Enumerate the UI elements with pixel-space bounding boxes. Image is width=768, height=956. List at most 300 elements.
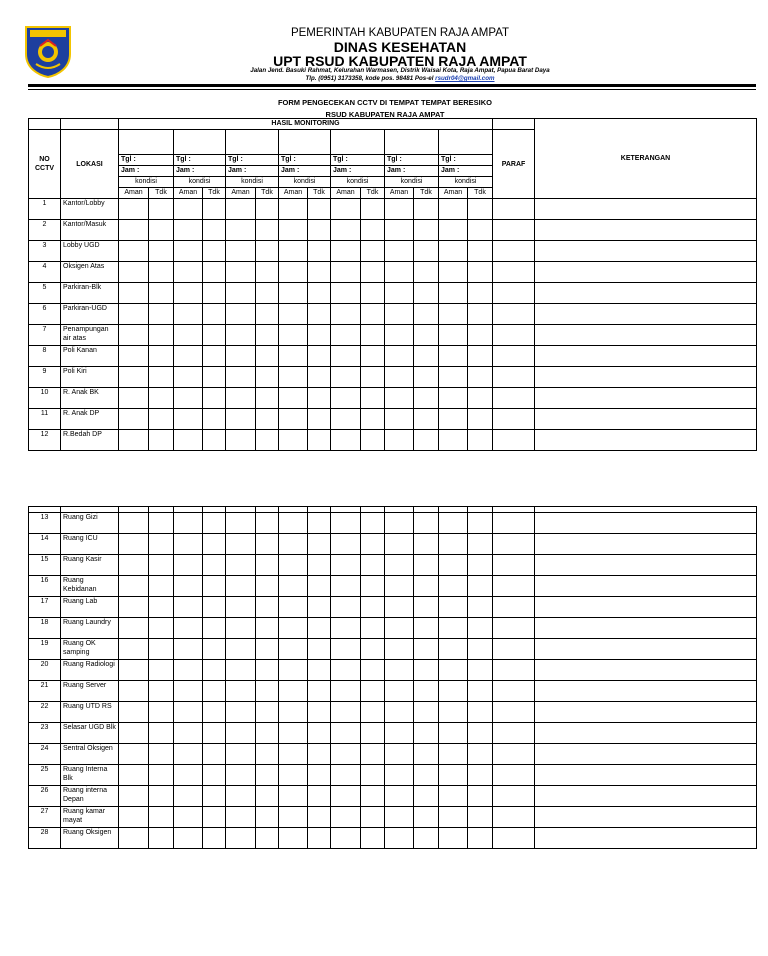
aman-check-cell[interactable] <box>331 409 361 430</box>
aman-check-cell[interactable] <box>385 513 414 534</box>
aman-check-cell[interactable] <box>119 304 149 325</box>
aman-check-cell[interactable] <box>439 262 468 283</box>
tdk-check-cell[interactable] <box>149 325 174 346</box>
tdk-check-cell[interactable] <box>361 241 385 262</box>
tdk-check-cell[interactable] <box>361 681 385 702</box>
tdk-check-cell[interactable] <box>149 765 174 786</box>
keterangan-cell[interactable] <box>535 618 757 639</box>
aman-check-cell[interactable] <box>119 807 149 828</box>
paraf-cell[interactable] <box>493 367 535 388</box>
aman-check-cell[interactable] <box>331 765 361 786</box>
tdk-check-cell[interactable] <box>468 199 493 220</box>
tdk-check-cell[interactable] <box>414 660 439 681</box>
aman-check-cell[interactable] <box>439 220 468 241</box>
aman-check-cell[interactable] <box>174 283 203 304</box>
keterangan-cell[interactable] <box>535 325 757 346</box>
aman-check-cell[interactable] <box>279 409 308 430</box>
tdk-check-cell[interactable] <box>414 283 439 304</box>
aman-check-cell[interactable] <box>385 430 414 451</box>
aman-check-cell[interactable] <box>174 555 203 576</box>
jam-field[interactable]: Jam : <box>279 166 331 177</box>
aman-check-cell[interactable] <box>331 828 361 849</box>
tdk-check-cell[interactable] <box>414 388 439 409</box>
aman-check-cell[interactable] <box>279 367 308 388</box>
tdk-check-cell[interactable] <box>414 828 439 849</box>
paraf-cell[interactable] <box>493 388 535 409</box>
tdk-check-cell[interactable] <box>308 723 331 744</box>
aman-check-cell[interactable] <box>439 660 468 681</box>
aman-check-cell[interactable] <box>331 513 361 534</box>
tdk-check-cell[interactable] <box>149 660 174 681</box>
tgl-field[interactable]: Tgl : <box>226 155 279 166</box>
aman-check-cell[interactable] <box>279 702 308 723</box>
tdk-check-cell[interactable] <box>414 304 439 325</box>
tdk-check-cell[interactable] <box>256 618 279 639</box>
tdk-check-cell[interactable] <box>414 262 439 283</box>
aman-check-cell[interactable] <box>385 367 414 388</box>
keterangan-cell[interactable] <box>535 597 757 618</box>
jam-field[interactable]: Jam : <box>174 166 226 177</box>
aman-check-cell[interactable] <box>439 639 468 660</box>
aman-check-cell[interactable] <box>119 513 149 534</box>
tdk-check-cell[interactable] <box>149 555 174 576</box>
aman-check-cell[interactable] <box>385 576 414 597</box>
aman-check-cell[interactable] <box>226 513 256 534</box>
aman-check-cell[interactable] <box>174 513 203 534</box>
tdk-check-cell[interactable] <box>414 744 439 765</box>
aman-check-cell[interactable] <box>119 367 149 388</box>
aman-check-cell[interactable] <box>119 430 149 451</box>
tdk-check-cell[interactable] <box>308 534 331 555</box>
tdk-check-cell[interactable] <box>203 765 226 786</box>
paraf-cell[interactable] <box>493 807 535 828</box>
tdk-check-cell[interactable] <box>203 304 226 325</box>
tdk-check-cell[interactable] <box>361 723 385 744</box>
aman-check-cell[interactable] <box>385 346 414 367</box>
aman-check-cell[interactable] <box>331 241 361 262</box>
keterangan-cell[interactable] <box>535 702 757 723</box>
aman-check-cell[interactable] <box>119 325 149 346</box>
aman-check-cell[interactable] <box>174 262 203 283</box>
keterangan-cell[interactable] <box>535 723 757 744</box>
aman-check-cell[interactable] <box>174 660 203 681</box>
tdk-check-cell[interactable] <box>308 367 331 388</box>
tdk-check-cell[interactable] <box>361 367 385 388</box>
keterangan-cell[interactable] <box>535 828 757 849</box>
aman-check-cell[interactable] <box>119 283 149 304</box>
aman-check-cell[interactable] <box>119 828 149 849</box>
tdk-check-cell[interactable] <box>308 639 331 660</box>
tdk-check-cell[interactable] <box>203 744 226 765</box>
keterangan-cell[interactable] <box>535 765 757 786</box>
jam-field[interactable]: Jam : <box>439 166 493 177</box>
tdk-check-cell[interactable] <box>308 241 331 262</box>
aman-check-cell[interactable] <box>385 388 414 409</box>
aman-check-cell[interactable] <box>174 534 203 555</box>
aman-check-cell[interactable] <box>174 828 203 849</box>
email-link[interactable]: rsudr04@gmail.com <box>435 75 495 82</box>
aman-check-cell[interactable] <box>439 786 468 807</box>
aman-check-cell[interactable] <box>226 241 256 262</box>
aman-check-cell[interactable] <box>439 346 468 367</box>
tdk-check-cell[interactable] <box>361 639 385 660</box>
paraf-cell[interactable] <box>493 262 535 283</box>
aman-check-cell[interactable] <box>385 325 414 346</box>
tdk-check-cell[interactable] <box>149 828 174 849</box>
tdk-check-cell[interactable] <box>203 618 226 639</box>
keterangan-cell[interactable] <box>535 220 757 241</box>
keterangan-cell[interactable] <box>535 199 757 220</box>
keterangan-cell[interactable] <box>535 262 757 283</box>
tdk-check-cell[interactable] <box>414 513 439 534</box>
tdk-check-cell[interactable] <box>149 534 174 555</box>
aman-check-cell[interactable] <box>226 828 256 849</box>
aman-check-cell[interactable] <box>174 304 203 325</box>
aman-check-cell[interactable] <box>385 786 414 807</box>
tdk-check-cell[interactable] <box>414 325 439 346</box>
aman-check-cell[interactable] <box>331 723 361 744</box>
jam-field[interactable]: Jam : <box>331 166 385 177</box>
aman-check-cell[interactable] <box>119 744 149 765</box>
aman-check-cell[interactable] <box>385 199 414 220</box>
keterangan-cell[interactable] <box>535 576 757 597</box>
tdk-check-cell[interactable] <box>361 618 385 639</box>
aman-check-cell[interactable] <box>174 744 203 765</box>
tdk-check-cell[interactable] <box>149 241 174 262</box>
aman-check-cell[interactable] <box>279 304 308 325</box>
tdk-check-cell[interactable] <box>414 220 439 241</box>
aman-check-cell[interactable] <box>279 765 308 786</box>
tdk-check-cell[interactable] <box>361 807 385 828</box>
aman-check-cell[interactable] <box>119 346 149 367</box>
aman-check-cell[interactable] <box>226 283 256 304</box>
aman-check-cell[interactable] <box>226 409 256 430</box>
aman-check-cell[interactable] <box>331 597 361 618</box>
aman-check-cell[interactable] <box>174 241 203 262</box>
tdk-check-cell[interactable] <box>203 262 226 283</box>
aman-check-cell[interactable] <box>226 388 256 409</box>
aman-check-cell[interactable] <box>226 807 256 828</box>
aman-check-cell[interactable] <box>279 828 308 849</box>
tdk-check-cell[interactable] <box>414 618 439 639</box>
tdk-check-cell[interactable] <box>468 409 493 430</box>
keterangan-cell[interactable] <box>535 513 757 534</box>
tdk-check-cell[interactable] <box>308 786 331 807</box>
tdk-check-cell[interactable] <box>361 430 385 451</box>
aman-check-cell[interactable] <box>331 199 361 220</box>
aman-check-cell[interactable] <box>439 807 468 828</box>
tdk-check-cell[interactable] <box>361 786 385 807</box>
aman-check-cell[interactable] <box>439 283 468 304</box>
aman-check-cell[interactable] <box>174 346 203 367</box>
aman-check-cell[interactable] <box>279 534 308 555</box>
aman-check-cell[interactable] <box>279 513 308 534</box>
aman-check-cell[interactable] <box>279 576 308 597</box>
aman-check-cell[interactable] <box>226 325 256 346</box>
tdk-check-cell[interactable] <box>468 555 493 576</box>
tdk-check-cell[interactable] <box>414 786 439 807</box>
tdk-check-cell[interactable] <box>256 241 279 262</box>
paraf-cell[interactable] <box>493 346 535 367</box>
aman-check-cell[interactable] <box>385 702 414 723</box>
paraf-cell[interactable] <box>493 283 535 304</box>
aman-check-cell[interactable] <box>279 618 308 639</box>
tdk-check-cell[interactable] <box>256 555 279 576</box>
paraf-cell[interactable] <box>493 534 535 555</box>
aman-check-cell[interactable] <box>385 765 414 786</box>
tdk-check-cell[interactable] <box>468 304 493 325</box>
aman-check-cell[interactable] <box>119 409 149 430</box>
aman-check-cell[interactable] <box>279 346 308 367</box>
tdk-check-cell[interactable] <box>203 367 226 388</box>
aman-check-cell[interactable] <box>439 744 468 765</box>
aman-check-cell[interactable] <box>226 576 256 597</box>
tdk-check-cell[interactable] <box>256 283 279 304</box>
tdk-check-cell[interactable] <box>256 220 279 241</box>
tdk-check-cell[interactable] <box>414 409 439 430</box>
tdk-check-cell[interactable] <box>468 744 493 765</box>
tdk-check-cell[interactable] <box>308 513 331 534</box>
keterangan-cell[interactable] <box>535 534 757 555</box>
tdk-check-cell[interactable] <box>149 304 174 325</box>
aman-check-cell[interactable] <box>279 597 308 618</box>
tdk-check-cell[interactable] <box>256 304 279 325</box>
tdk-check-cell[interactable] <box>149 513 174 534</box>
tdk-check-cell[interactable] <box>203 807 226 828</box>
keterangan-cell[interactable] <box>535 681 757 702</box>
tdk-check-cell[interactable] <box>308 346 331 367</box>
tdk-check-cell[interactable] <box>361 702 385 723</box>
tdk-check-cell[interactable] <box>203 597 226 618</box>
tgl-field[interactable]: Tgl : <box>331 155 385 166</box>
tdk-check-cell[interactable] <box>414 639 439 660</box>
aman-check-cell[interactable] <box>385 660 414 681</box>
tdk-check-cell[interactable] <box>468 325 493 346</box>
aman-check-cell[interactable] <box>439 241 468 262</box>
tdk-check-cell[interactable] <box>308 430 331 451</box>
tdk-check-cell[interactable] <box>203 241 226 262</box>
tdk-check-cell[interactable] <box>414 241 439 262</box>
paraf-cell[interactable] <box>493 576 535 597</box>
aman-check-cell[interactable] <box>174 723 203 744</box>
aman-check-cell[interactable] <box>226 346 256 367</box>
aman-check-cell[interactable] <box>119 723 149 744</box>
aman-check-cell[interactable] <box>331 639 361 660</box>
aman-check-cell[interactable] <box>331 367 361 388</box>
aman-check-cell[interactable] <box>385 807 414 828</box>
aman-check-cell[interactable] <box>385 639 414 660</box>
tdk-check-cell[interactable] <box>468 807 493 828</box>
aman-check-cell[interactable] <box>279 199 308 220</box>
aman-check-cell[interactable] <box>226 597 256 618</box>
tgl-field[interactable]: Tgl : <box>279 155 331 166</box>
tdk-check-cell[interactable] <box>414 681 439 702</box>
tdk-check-cell[interactable] <box>256 409 279 430</box>
tdk-check-cell[interactable] <box>203 576 226 597</box>
tdk-check-cell[interactable] <box>256 388 279 409</box>
tdk-check-cell[interactable] <box>361 534 385 555</box>
tdk-check-cell[interactable] <box>149 346 174 367</box>
keterangan-cell[interactable] <box>535 786 757 807</box>
aman-check-cell[interactable] <box>439 597 468 618</box>
tdk-check-cell[interactable] <box>256 765 279 786</box>
aman-check-cell[interactable] <box>226 660 256 681</box>
aman-check-cell[interactable] <box>331 618 361 639</box>
tdk-check-cell[interactable] <box>308 199 331 220</box>
aman-check-cell[interactable] <box>226 786 256 807</box>
tdk-check-cell[interactable] <box>361 513 385 534</box>
tdk-check-cell[interactable] <box>361 220 385 241</box>
aman-check-cell[interactable] <box>331 744 361 765</box>
keterangan-cell[interactable] <box>535 367 757 388</box>
aman-check-cell[interactable] <box>119 765 149 786</box>
tdk-check-cell[interactable] <box>256 744 279 765</box>
aman-check-cell[interactable] <box>119 555 149 576</box>
aman-check-cell[interactable] <box>439 430 468 451</box>
tdk-check-cell[interactable] <box>256 681 279 702</box>
aman-check-cell[interactable] <box>331 786 361 807</box>
paraf-cell[interactable] <box>493 241 535 262</box>
aman-check-cell[interactable] <box>385 220 414 241</box>
tdk-check-cell[interactable] <box>203 702 226 723</box>
aman-check-cell[interactable] <box>226 262 256 283</box>
tdk-check-cell[interactable] <box>468 765 493 786</box>
aman-check-cell[interactable] <box>119 241 149 262</box>
tdk-check-cell[interactable] <box>414 576 439 597</box>
tdk-check-cell[interactable] <box>149 786 174 807</box>
aman-check-cell[interactable] <box>174 681 203 702</box>
aman-check-cell[interactable] <box>385 828 414 849</box>
aman-check-cell[interactable] <box>331 430 361 451</box>
tdk-check-cell[interactable] <box>414 367 439 388</box>
aman-check-cell[interactable] <box>279 325 308 346</box>
tdk-check-cell[interactable] <box>308 388 331 409</box>
tdk-check-cell[interactable] <box>361 346 385 367</box>
aman-check-cell[interactable] <box>279 807 308 828</box>
keterangan-cell[interactable] <box>535 304 757 325</box>
tdk-check-cell[interactable] <box>308 220 331 241</box>
aman-check-cell[interactable] <box>279 430 308 451</box>
aman-check-cell[interactable] <box>174 409 203 430</box>
aman-check-cell[interactable] <box>331 576 361 597</box>
aman-check-cell[interactable] <box>439 534 468 555</box>
tdk-check-cell[interactable] <box>308 576 331 597</box>
aman-check-cell[interactable] <box>174 597 203 618</box>
tdk-check-cell[interactable] <box>361 283 385 304</box>
tdk-check-cell[interactable] <box>414 723 439 744</box>
tdk-check-cell[interactable] <box>203 786 226 807</box>
aman-check-cell[interactable] <box>119 786 149 807</box>
tdk-check-cell[interactable] <box>256 534 279 555</box>
tdk-check-cell[interactable] <box>308 702 331 723</box>
tdk-check-cell[interactable] <box>361 828 385 849</box>
tdk-check-cell[interactable] <box>468 388 493 409</box>
aman-check-cell[interactable] <box>439 304 468 325</box>
tdk-check-cell[interactable] <box>203 388 226 409</box>
aman-check-cell[interactable] <box>226 304 256 325</box>
tdk-check-cell[interactable] <box>256 576 279 597</box>
tdk-check-cell[interactable] <box>414 346 439 367</box>
tdk-check-cell[interactable] <box>256 660 279 681</box>
tdk-check-cell[interactable] <box>203 220 226 241</box>
keterangan-cell[interactable] <box>535 430 757 451</box>
aman-check-cell[interactable] <box>439 367 468 388</box>
aman-check-cell[interactable] <box>174 765 203 786</box>
keterangan-cell[interactable] <box>535 409 757 430</box>
tdk-check-cell[interactable] <box>149 807 174 828</box>
aman-check-cell[interactable] <box>174 639 203 660</box>
tdk-check-cell[interactable] <box>256 828 279 849</box>
aman-check-cell[interactable] <box>279 220 308 241</box>
aman-check-cell[interactable] <box>331 388 361 409</box>
tdk-check-cell[interactable] <box>308 744 331 765</box>
tdk-check-cell[interactable] <box>308 618 331 639</box>
aman-check-cell[interactable] <box>174 325 203 346</box>
aman-check-cell[interactable] <box>279 786 308 807</box>
tdk-check-cell[interactable] <box>468 828 493 849</box>
tdk-check-cell[interactable] <box>308 409 331 430</box>
tdk-check-cell[interactable] <box>203 430 226 451</box>
keterangan-cell[interactable] <box>535 388 757 409</box>
aman-check-cell[interactable] <box>119 618 149 639</box>
tgl-field[interactable]: Tgl : <box>385 155 439 166</box>
aman-check-cell[interactable] <box>174 199 203 220</box>
keterangan-cell[interactable] <box>535 241 757 262</box>
tdk-check-cell[interactable] <box>468 723 493 744</box>
paraf-cell[interactable] <box>493 555 535 576</box>
aman-check-cell[interactable] <box>331 534 361 555</box>
aman-check-cell[interactable] <box>439 723 468 744</box>
aman-check-cell[interactable] <box>385 618 414 639</box>
aman-check-cell[interactable] <box>331 262 361 283</box>
aman-check-cell[interactable] <box>279 388 308 409</box>
aman-check-cell[interactable] <box>279 723 308 744</box>
aman-check-cell[interactable] <box>174 367 203 388</box>
tdk-check-cell[interactable] <box>468 534 493 555</box>
aman-check-cell[interactable] <box>174 220 203 241</box>
tdk-check-cell[interactable] <box>414 702 439 723</box>
aman-check-cell[interactable] <box>174 807 203 828</box>
tdk-check-cell[interactable] <box>361 325 385 346</box>
tdk-check-cell[interactable] <box>414 430 439 451</box>
aman-check-cell[interactable] <box>331 283 361 304</box>
tdk-check-cell[interactable] <box>468 576 493 597</box>
paraf-cell[interactable] <box>493 220 535 241</box>
tdk-check-cell[interactable] <box>256 346 279 367</box>
tdk-check-cell[interactable] <box>414 555 439 576</box>
tdk-check-cell[interactable] <box>256 786 279 807</box>
tdk-check-cell[interactable] <box>149 409 174 430</box>
tdk-check-cell[interactable] <box>203 199 226 220</box>
aman-check-cell[interactable] <box>439 199 468 220</box>
aman-check-cell[interactable] <box>119 534 149 555</box>
tdk-check-cell[interactable] <box>203 534 226 555</box>
tdk-check-cell[interactable] <box>256 367 279 388</box>
paraf-cell[interactable] <box>493 765 535 786</box>
tdk-check-cell[interactable] <box>256 325 279 346</box>
aman-check-cell[interactable] <box>226 534 256 555</box>
paraf-cell[interactable] <box>493 618 535 639</box>
tgl-field[interactable]: Tgl : <box>439 155 493 166</box>
tdk-check-cell[interactable] <box>203 325 226 346</box>
tgl-field[interactable]: Tgl : <box>119 155 174 166</box>
tdk-check-cell[interactable] <box>468 597 493 618</box>
aman-check-cell[interactable] <box>174 430 203 451</box>
tdk-check-cell[interactable] <box>361 555 385 576</box>
tdk-check-cell[interactable] <box>149 618 174 639</box>
aman-check-cell[interactable] <box>331 220 361 241</box>
aman-check-cell[interactable] <box>439 555 468 576</box>
